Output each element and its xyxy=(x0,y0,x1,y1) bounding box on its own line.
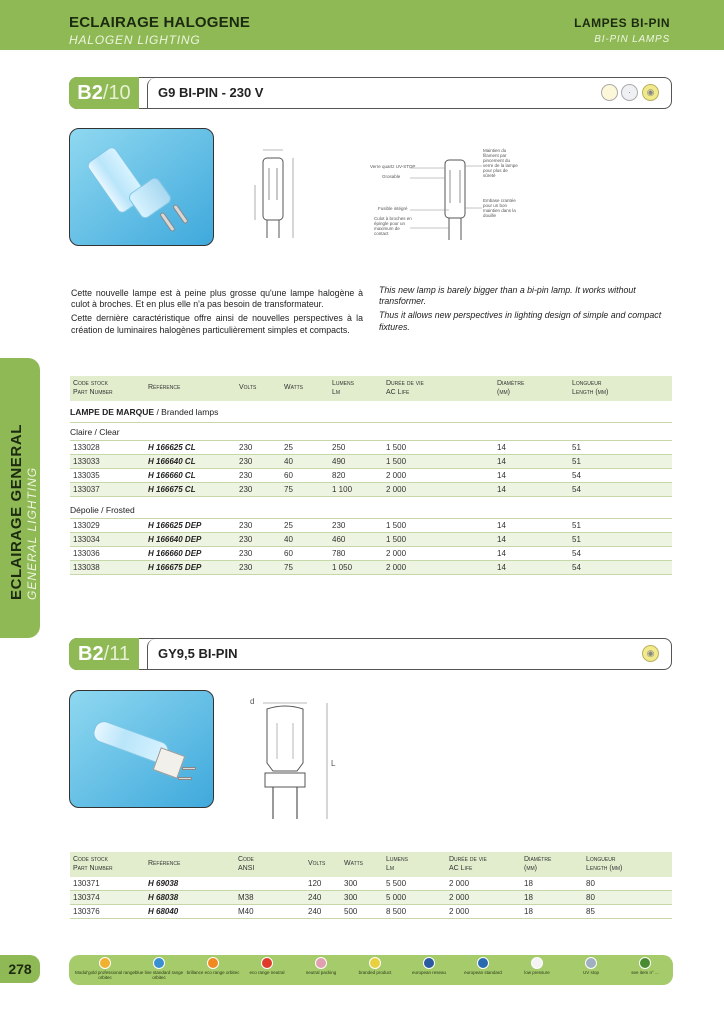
diagram-label: Grosable xyxy=(382,174,401,179)
cell-lumens: 1 050 xyxy=(332,563,353,572)
cell-code: 133028 xyxy=(73,443,100,452)
th-life-fr: Durée de vie xyxy=(386,380,424,387)
cell-life: 2 000 xyxy=(386,485,407,494)
cell-volts: 230 xyxy=(239,457,253,466)
cell-volts: 230 xyxy=(239,563,253,572)
cell-volts: 230 xyxy=(239,471,253,480)
th-diam-fr: Diamètre xyxy=(524,856,552,863)
legend-item xyxy=(507,957,567,975)
cell-code: 133036 xyxy=(73,549,100,558)
th-length xyxy=(586,855,622,873)
cell-life: 2 000 xyxy=(449,879,470,888)
branded-product-icon: ◉ xyxy=(642,84,659,101)
cell-diam: 14 xyxy=(497,443,506,452)
legend-item xyxy=(399,957,459,975)
cell-ref: H 166625 CL xyxy=(148,443,196,452)
legend-label: UV stop xyxy=(582,970,599,975)
diagram-label: Maintien du filament par pincement du verre de la lampe pour plus de sûreté xyxy=(483,148,518,178)
cell-diam: 18 xyxy=(524,879,533,888)
diagram-label: Fusible intégré xyxy=(378,206,408,211)
legend-item xyxy=(561,957,621,975)
cell-lumens: 8 500 xyxy=(386,907,407,916)
table-row xyxy=(70,891,672,905)
cell-lumens: 230 xyxy=(332,521,346,530)
legend-item xyxy=(453,957,513,975)
th-code-fr: Code stock xyxy=(73,856,108,863)
legend-item xyxy=(237,957,297,975)
cell-diam: 18 xyxy=(524,893,533,902)
clear-rows xyxy=(70,441,672,497)
cell-ref: H 166675 CL xyxy=(148,485,196,494)
th-life xyxy=(386,379,424,397)
dim-d-label: d xyxy=(250,697,255,706)
legend-item xyxy=(291,957,351,975)
cell-life: 1 500 xyxy=(386,521,407,530)
cell-watts: 500 xyxy=(344,907,358,916)
cell-lumens: 460 xyxy=(332,535,346,544)
diagram-label: Verre quartz UV-STOP xyxy=(370,164,416,169)
cell-watts: 25 xyxy=(284,521,293,530)
en-paragraph-1: This new lamp is barely bigger than a bi-pin lamp. It works without transformer. xyxy=(379,285,636,307)
cell-code: 133037 xyxy=(73,485,100,494)
cell-len: 54 xyxy=(572,485,581,494)
cell-code: 133035 xyxy=(73,471,100,480)
th-watts: Watts xyxy=(344,860,364,867)
group-clear-row: Claire / Clear xyxy=(70,423,672,441)
table-row xyxy=(70,905,672,919)
th-ansi-en: ANSI xyxy=(238,865,255,872)
cell-volts: 240 xyxy=(308,907,322,916)
header-en-right: BI-PIN LAMPS xyxy=(594,34,670,45)
cell-code: 130376 xyxy=(73,907,100,916)
cell-diam: 14 xyxy=(497,535,506,544)
table-row xyxy=(70,441,672,455)
th-ref: Référence xyxy=(148,384,181,391)
clear-lamp-icon xyxy=(601,84,618,101)
gy95-pin xyxy=(182,767,196,770)
th-life-fr: Durée de vie xyxy=(449,856,487,863)
dim-l-label: L xyxy=(331,759,336,768)
cell-len: 54 xyxy=(572,563,581,572)
th-volts: Volts xyxy=(239,384,257,391)
section1-table-header xyxy=(70,376,672,401)
th-diam-en: (mm) xyxy=(497,389,510,396)
th-len-en: Length (mm) xyxy=(586,865,623,872)
section1-fr-description xyxy=(71,288,363,339)
table-row xyxy=(70,455,672,469)
section2-title: GY9,5 BI-PIN xyxy=(147,639,627,669)
cell-lumens: 490 xyxy=(332,457,346,466)
th-lumens-en: Lm xyxy=(332,389,341,396)
th-lumens xyxy=(332,379,354,397)
legend-label: european standard xyxy=(464,970,502,975)
brand-label: LAMPE DE MARQUE xyxy=(70,407,155,417)
branded-product-icon: ◉ xyxy=(642,645,659,662)
legend-label: eco range neutral xyxy=(249,970,285,975)
gy95-pin xyxy=(178,777,192,780)
symbol-legend xyxy=(69,955,673,985)
fr-paragraph-2: Cette dernière caractéristique offre ainsi de nouvelles perspectives à la création de luminaires halogènes particulièrement simples et compacts. xyxy=(71,313,363,335)
cell-volts: 120 xyxy=(308,879,322,888)
fr-paragraph-1: Cette nouvelle lampe est à peine plus grosse qu'une lampe halogène à culot à broches. Et en plus elle n'a pas besoin de transformateur. xyxy=(71,288,363,310)
cell-ansi: M38 xyxy=(238,893,254,902)
th-ref: Référence xyxy=(148,860,181,867)
brand-group-row xyxy=(70,401,672,423)
legend-label: Modul'gold professional range orbitec xyxy=(75,970,135,980)
th-length xyxy=(572,379,608,397)
cell-diam: 14 xyxy=(497,521,506,530)
legend-item xyxy=(615,957,675,975)
legend-item xyxy=(75,957,135,980)
cell-watts: 40 xyxy=(284,457,293,466)
cell-volts: 230 xyxy=(239,549,253,558)
side-en: GENERAL LIGHTING xyxy=(25,466,39,600)
cell-code: 133038 xyxy=(73,563,100,572)
g9-dimension-svg xyxy=(245,140,325,250)
cell-watts: 75 xyxy=(284,485,293,494)
section1-title: G9 BI-PIN - 230 V xyxy=(147,78,627,108)
legend-item xyxy=(183,957,243,975)
th-lumens xyxy=(386,855,408,873)
th-code xyxy=(73,855,113,873)
cell-len: 80 xyxy=(586,893,595,902)
th-diameter xyxy=(497,379,524,397)
cell-lumens: 820 xyxy=(332,471,346,480)
th-ansi-fr: Code xyxy=(238,856,254,863)
cell-ansi: M40 xyxy=(238,907,254,916)
header-fr-title: ECLAIRAGE HALOGENE xyxy=(69,14,251,31)
th-volts: Volts xyxy=(308,860,326,867)
side-fr: ECLAIRAGE GENERAL xyxy=(8,423,25,600)
group-frosted-row: Dépolie / Frosted xyxy=(70,501,672,519)
th-diam-fr: Diamètre xyxy=(497,380,525,387)
cell-life: 1 500 xyxy=(386,535,407,544)
legend-symbol-icon xyxy=(585,957,597,969)
cell-lumens: 1 100 xyxy=(332,485,353,494)
gy95-dimension-drawing xyxy=(245,693,345,833)
table-row xyxy=(70,561,672,575)
th-len-fr: Longueur xyxy=(572,380,602,387)
cell-life: 1 500 xyxy=(386,457,407,466)
side-tab-text xyxy=(8,424,39,600)
table-row xyxy=(70,483,672,497)
cell-len: 54 xyxy=(572,549,581,558)
cell-code: 133033 xyxy=(73,457,100,466)
legend-label: blue line standard range orbitec xyxy=(134,970,184,980)
section1-header xyxy=(69,77,672,109)
cell-volts: 240 xyxy=(308,893,322,902)
legend-label: branded product xyxy=(358,970,392,975)
g9-dimension-drawing xyxy=(245,140,325,250)
cell-volts: 230 xyxy=(239,443,253,452)
uv-stop-icon: · xyxy=(621,84,638,101)
gy95-dimension-svg xyxy=(245,693,345,833)
th-len-fr: Longueur xyxy=(586,856,616,863)
section2-header xyxy=(69,638,672,670)
th-code-en: Part Number xyxy=(73,865,113,872)
cell-watts: 40 xyxy=(284,535,293,544)
legend-label: brillance eco range orbitec xyxy=(186,970,240,975)
g9-lamp-photo xyxy=(69,128,214,246)
cell-life: 2 000 xyxy=(449,907,470,916)
th-life-en: AC Life xyxy=(386,389,410,396)
cell-code: 130371 xyxy=(73,879,100,888)
cell-len: 51 xyxy=(572,521,581,530)
cell-ref: H 166660 CL xyxy=(148,471,196,480)
legend-symbol-icon xyxy=(531,957,543,969)
section2-code xyxy=(69,638,139,670)
cell-ref: H 166640 CL xyxy=(148,457,196,466)
cell-life: 2 000 xyxy=(386,471,407,480)
cell-len: 85 xyxy=(586,907,595,916)
cell-volts: 230 xyxy=(239,535,253,544)
page-number: 278 xyxy=(0,955,40,983)
cell-life: 2 000 xyxy=(386,549,407,558)
section2-code-main: B2 xyxy=(78,643,104,665)
cell-len: 80 xyxy=(586,879,595,888)
cell-diam: 14 xyxy=(497,471,506,480)
th-life-en: AC Life xyxy=(449,865,473,872)
cell-lumens: 250 xyxy=(332,443,346,452)
table-row xyxy=(70,547,672,561)
cell-diam: 14 xyxy=(497,485,506,494)
th-life xyxy=(449,855,487,873)
th-diam-en: (mm) xyxy=(524,865,537,872)
cell-life: 2 000 xyxy=(386,563,407,572)
cell-diam: 14 xyxy=(497,549,506,558)
table-row xyxy=(70,469,672,483)
cell-volts: 230 xyxy=(239,521,253,530)
cell-watts: 300 xyxy=(344,893,358,902)
table-row xyxy=(70,519,672,533)
cell-watts: 75 xyxy=(284,563,293,572)
cell-len: 51 xyxy=(572,457,581,466)
legend-item xyxy=(129,957,189,980)
cell-diam: 18 xyxy=(524,907,533,916)
header-en-title: HALOGEN LIGHTING xyxy=(69,33,201,47)
diagram-label: Culot à broches en épingle pour un maximum de contact xyxy=(374,216,412,236)
legend-symbol-icon xyxy=(99,957,111,969)
legend-symbol-icon xyxy=(477,957,489,969)
th-code-en: Part Number xyxy=(73,389,113,396)
cell-ref: H 166675 DEP xyxy=(148,563,202,572)
legend-symbol-icon xyxy=(153,957,165,969)
cell-watts: 60 xyxy=(284,549,293,558)
legend-symbol-icon xyxy=(423,957,435,969)
cell-watts: 300 xyxy=(344,879,358,888)
diagram-label: Embase crantée pour un bon maintien dans la douille xyxy=(483,198,516,218)
section1-code xyxy=(69,77,139,109)
section1-code-sub: /10 xyxy=(102,82,131,104)
cell-lumens: 5 500 xyxy=(386,879,407,888)
cell-lumens: 5 000 xyxy=(386,893,407,902)
legend-symbol-icon xyxy=(261,957,273,969)
cell-diam: 14 xyxy=(497,457,506,466)
legend-label: low pressure xyxy=(524,970,550,975)
cell-code: 133034 xyxy=(73,535,100,544)
section1-table xyxy=(70,376,672,575)
legend-symbol-icon xyxy=(315,957,327,969)
cell-code: 130374 xyxy=(73,893,100,902)
section1-en-description xyxy=(379,285,673,336)
th-len-en: Length (mm) xyxy=(572,389,609,396)
section2-table xyxy=(70,852,672,919)
cell-volts: 230 xyxy=(239,485,253,494)
th-watts: Watts xyxy=(284,384,304,391)
cell-watts: 60 xyxy=(284,471,293,480)
legend-label: european reseau xyxy=(411,970,447,975)
cell-ref: H 68040 xyxy=(148,907,179,916)
frosted-rows xyxy=(70,519,672,575)
th-code xyxy=(73,379,113,397)
cell-len: 51 xyxy=(572,535,581,544)
g9-pin xyxy=(172,204,189,225)
legend-label: neutral packing xyxy=(305,970,337,975)
cell-len: 54 xyxy=(572,471,581,480)
page-header xyxy=(0,0,724,50)
th-diameter xyxy=(524,855,551,873)
th-code-fr: Code stock xyxy=(73,380,108,387)
gy95-lamp-photo xyxy=(69,690,214,808)
th-lumens-fr: Lumens xyxy=(332,380,354,387)
header-fr-right: LAMPES BI-PIN xyxy=(574,16,670,30)
cell-ref: H 68038 xyxy=(148,893,179,902)
cell-ref: H 69038 xyxy=(148,879,179,888)
th-ansi xyxy=(238,855,254,873)
cell-life: 2 000 xyxy=(449,893,470,902)
cell-ref: H 166625 DEP xyxy=(148,521,202,530)
cell-life: 1 500 xyxy=(386,443,407,452)
table-row xyxy=(70,877,672,891)
legend-symbol-icon xyxy=(639,957,651,969)
section2-code-sub: /11 xyxy=(103,643,130,665)
g9-pin xyxy=(159,212,176,233)
legend-label: see item n° ... xyxy=(631,970,659,975)
cell-watts: 25 xyxy=(284,443,293,452)
legend-item xyxy=(345,957,405,975)
legend-symbol-icon xyxy=(369,957,381,969)
cell-ref: H 166640 DEP xyxy=(148,535,202,544)
cell-code: 133029 xyxy=(73,521,100,530)
section2-rows xyxy=(70,877,672,919)
g9-feature-drawing xyxy=(370,148,520,248)
brand-label-en: / Branded lamps xyxy=(156,407,219,417)
section2-table-header xyxy=(70,852,672,877)
th-lumens-fr: Lumens xyxy=(386,856,408,863)
th-lumens-en: Lm xyxy=(386,865,395,872)
cell-lumens: 780 xyxy=(332,549,346,558)
legend-symbol-icon xyxy=(207,957,219,969)
cell-len: 51 xyxy=(572,443,581,452)
cell-ref: H 166660 DEP xyxy=(148,549,202,558)
section1-code-main: B2 xyxy=(77,82,103,104)
cell-diam: 14 xyxy=(497,563,506,572)
en-paragraph-2: Thus it allows new perspectives in lighting design of simple and compact fixtures. xyxy=(379,310,662,332)
table-row xyxy=(70,533,672,547)
